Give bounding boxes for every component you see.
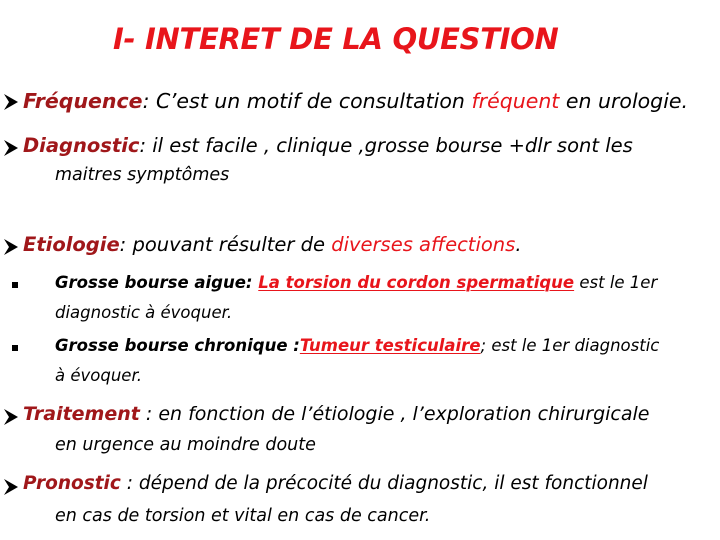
item-highlight: fréquent bbox=[471, 89, 560, 113]
item-continuation: en cas de torsion et vital en cas de cancer. bbox=[55, 506, 431, 526]
item-continuation: en urgence au moindre doute bbox=[55, 435, 316, 455]
sub-item-label: Grosse bourse aigue bbox=[55, 273, 246, 292]
item-text: : dépend de la précocité du diagnostic, il est fonctionnel bbox=[120, 473, 648, 494]
item-text: : C’est un motif de consultation bbox=[142, 89, 472, 113]
item-continuation: maitres symptômes bbox=[55, 165, 230, 185]
sub-item-highlight: Tumeur testiculaire bbox=[299, 336, 481, 355]
item-keyword: Pronostic bbox=[23, 473, 121, 494]
item-keyword: Diagnostic bbox=[23, 134, 140, 157]
item-text: . bbox=[515, 233, 522, 256]
sub-item-highlight: La torsion du cordon spermatique bbox=[258, 273, 575, 292]
item-pronostic bbox=[23, 473, 648, 494]
square-bullet-icon bbox=[12, 345, 18, 351]
item-text: en urologie. bbox=[559, 89, 689, 113]
sub-item-label: Grosse bourse chronique bbox=[55, 336, 288, 355]
square-bullet-icon bbox=[12, 282, 18, 288]
item-frequence bbox=[23, 89, 688, 113]
sub-item-aigue bbox=[55, 273, 657, 292]
sub-item-colon: : bbox=[287, 336, 300, 355]
item-text: : pouvant résulter de bbox=[119, 233, 332, 256]
item-keyword: Fréquence bbox=[23, 89, 143, 113]
item-keyword: Etiologie bbox=[23, 233, 120, 256]
item-keyword: Traitement bbox=[23, 403, 140, 425]
arrow-bullet-icon bbox=[4, 479, 18, 495]
sub-item-continuation: à évoquer. bbox=[55, 366, 142, 385]
item-etiologie bbox=[23, 233, 522, 256]
item-text: : en fonction de l’étiologie , l’exploration chirurgicale bbox=[139, 403, 650, 425]
item-text: : il est facile , clinique ,grosse bourse +dlr sont les bbox=[139, 134, 633, 157]
arrow-bullet-icon bbox=[4, 239, 18, 255]
item-traitement bbox=[23, 403, 649, 425]
sub-item-text: est le 1er bbox=[574, 273, 658, 292]
sub-item-colon: : bbox=[245, 273, 259, 292]
item-diagnostic bbox=[23, 134, 633, 157]
arrow-bullet-icon bbox=[4, 94, 18, 110]
arrow-bullet-icon bbox=[4, 140, 18, 156]
sub-item-text: ; est le 1er diagnostic bbox=[480, 336, 660, 355]
slide-title: I- INTERET DE LA QUESTION bbox=[113, 22, 559, 56]
item-highlight: diverses affections bbox=[331, 233, 516, 256]
arrow-bullet-icon bbox=[4, 409, 18, 425]
sub-item-continuation: diagnostic à évoquer. bbox=[55, 303, 233, 322]
sub-item-chronique bbox=[55, 336, 659, 355]
